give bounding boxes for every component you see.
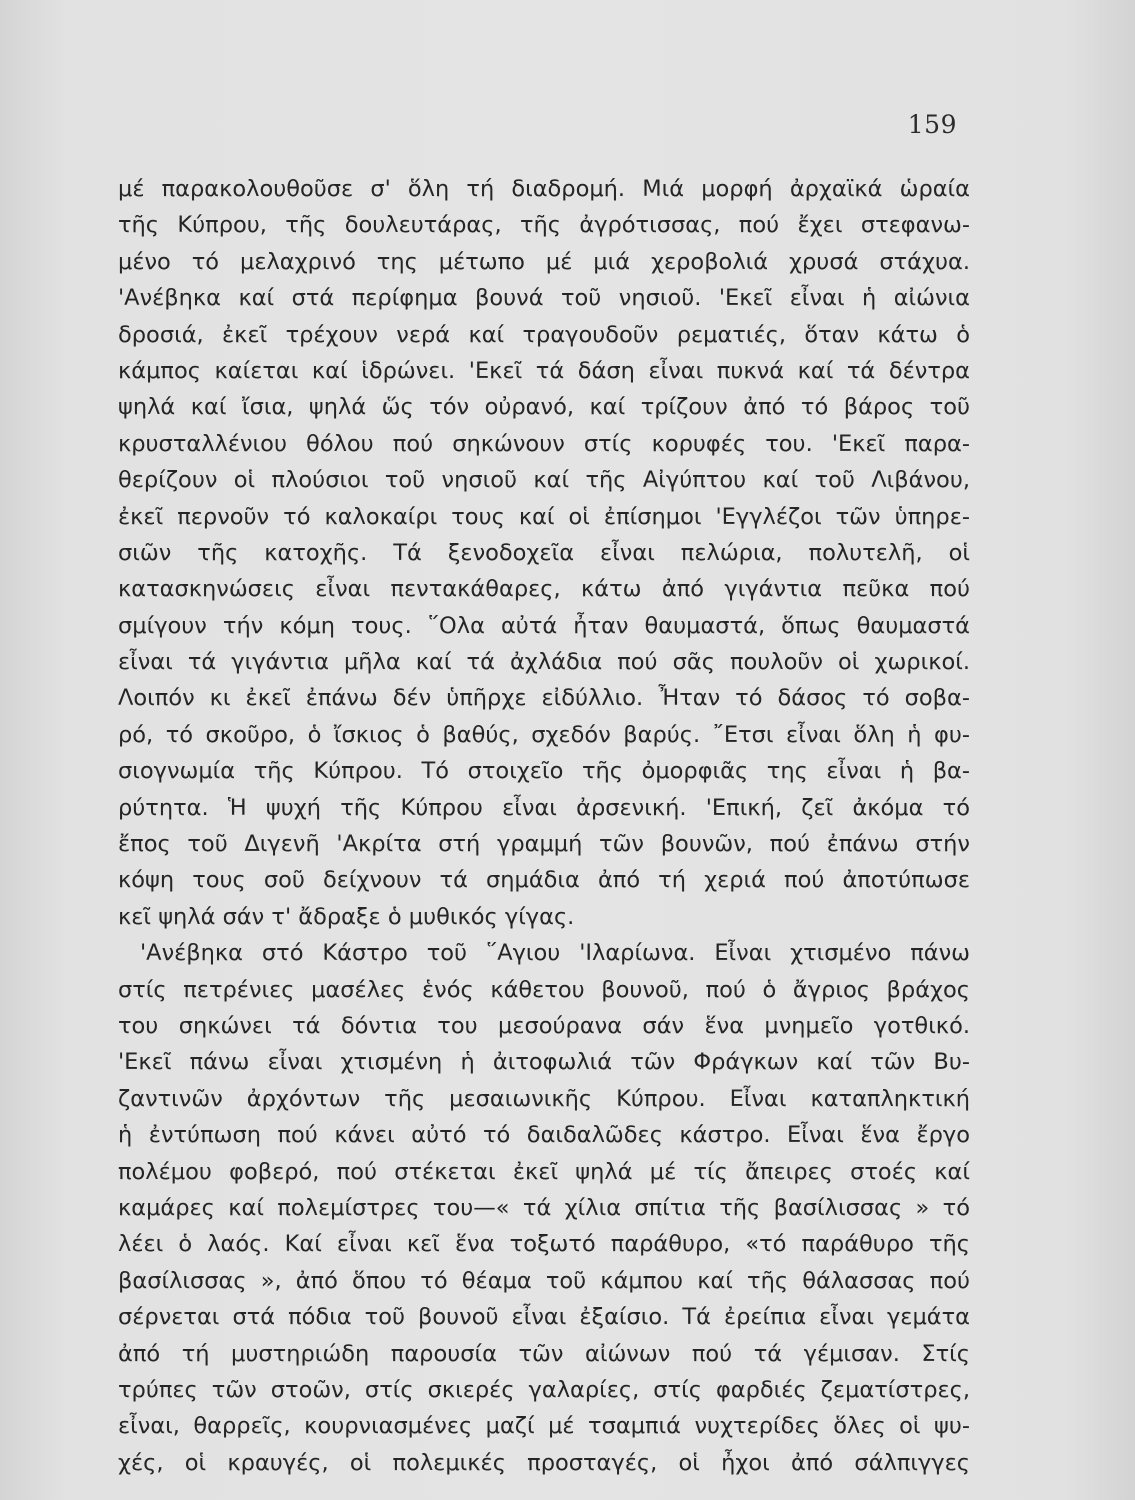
text-line: τρύπες τῶν στοῶν, στίς σκιερές γαλαρίες, στίς φαρδιές ζεματίστρες, — [118, 1376, 970, 1403]
text-line: μένο τό μελαχρινό της μέτωπο μέ μιά χεροβολιά χρυσά στάχυα. — [118, 248, 970, 275]
text-line: του σηκώνει τά δόντια του μεσούρανα σάν ἕνα μνημεῖο γοτθικό. — [118, 1012, 970, 1039]
body-text — [118, 171, 970, 1481]
text-line: κατασκηνώσεις εἶναι πεντακάθαρες, κάτω ἀπό γιγάντια πεῦκα πού — [118, 576, 970, 603]
text-line: ἐκεῖ περνοῦν τό καλοκαίρι τους καί οἱ ἐπίσημοι 'Εγγλέζοι τῶν ὑπηρε- — [118, 503, 970, 530]
text-line: 'Ανέβηκα καί στά περίφημα βουνά τοῦ νησιοῦ. 'Εκεῖ εἶναι ἡ αἰώνια — [118, 285, 970, 312]
text-line: τῆς Κύπρου, τῆς δουλευτάρας, τῆς ἀγρότισσας, πού ἔχει στεφανω- — [118, 212, 970, 239]
text-line: δροσιά, ἐκεῖ τρέχουν νερά καί τραγουδοῦν ρεματιές, ὅταν κάτω ὁ — [118, 321, 970, 348]
text-line: Λοιπόν κι ἐκεῖ ἐπάνω δέν ὑπῆρχε εἰδύλλιο. Ἦταν τό δάσος τό σοβα- — [118, 685, 970, 712]
page-number: 159 — [907, 110, 957, 139]
text-line: λέει ὁ λαός. Καί εἶναι κεῖ ἕνα τοξωτό παράθυρο, «τό παράθυρο τῆς — [118, 1231, 970, 1258]
text-line: σιογνωμία τῆς Κύπρου. Τό στοιχεῖο τῆς ὀμορφιᾶς της εἶναι ἡ βα- — [118, 758, 970, 785]
paragraph-2 — [118, 935, 970, 1481]
text-line: εἶναι τά γιγάντια μῆλα καί τά ἀχλάδια πού σᾶς πουλοῦν οἱ χωρικοί. — [118, 649, 970, 676]
text-line: σιῶν τῆς κατοχῆς. Τά ξενοδοχεῖα εἶναι πελώρια, πολυτελῆ, οἱ — [118, 539, 970, 566]
text-line: κόψη τους σοῦ δείχνουν τά σημάδια ἀπό τή χεριά πού ἀποτύπωσε — [118, 867, 970, 894]
text-line: ζαντινῶν ἀρχόντων τῆς μεσαιωνικῆς Κύπρου. Εἶναι καταπληκτική — [118, 1085, 970, 1112]
text-line: καμάρες καί πολεμίστρες του—« τά χίλια σπίτια τῆς βασίλισσας » τό — [118, 1194, 970, 1221]
text-line: θερίζουν οἱ πλούσιοι τοῦ νησιοῦ καί τῆς Αἰγύπτου καί τοῦ Λιβάνου, — [118, 467, 970, 494]
text-line: κάμπος καίεται καί ἱδρώνει. 'Εκεῖ τά δάση εἶναι πυκνά καί τά δέντρα — [118, 357, 970, 384]
text-line: ἀπό τή μυστηριώδη παρουσία τῶν αἰώνων πού τά γέμισαν. Στίς — [118, 1340, 970, 1367]
text-line: μέ παρακολουθοῦσε σ' ὅλη τή διαδρομή. Μιά μορφή ἀρχαϊκά ὡραία — [118, 176, 970, 202]
text-line: ἡ ἐντύπωση πού κάνει αὐτό τό δαιδαλῶδες κάστρο. Εἶναι ἕνα ἔργο — [118, 1122, 970, 1149]
text-line: ψηλά καί ἴσια, ψηλά ὥς τόν οὐρανό, καί τρίζουν ἀπό τό βάρος τοῦ — [118, 394, 970, 421]
text-line: βασίλισσας », ἀπό ὅπου τό θέαμα τοῦ κάμπου καί τῆς θάλασσας πού — [118, 1267, 970, 1294]
text-line: ρό, τό σκοῦρο, ὁ ἴσκιος ὁ βαθύς, σχεδόν βαρύς. ῎Ετσι εἶναι ὅλη ἡ φυ- — [118, 721, 970, 748]
text-line: κεῖ ψηλά σάν τ' ἄδραξε ὁ μυθικός γίγας. — [118, 903, 575, 930]
text-line: 'Ανέβηκα στό Κάστρο τοῦ ῞Αγιου 'Ιλαρίωνα. Εἶναι χτισμένο πάνω — [140, 940, 970, 967]
paragraph-1 — [118, 171, 970, 935]
text-line: χές, οἱ κραυγές, οἱ πολεμικές προσταγές, οἱ ἦχοι ἀπό σάλπιγγες — [118, 1449, 970, 1476]
text-line: 'Εκεῖ πάνω εἶναι χτισμένη ἡ ἀιτοφωλιά τῶν Φράγκων καί τῶν Βυ- — [118, 1049, 970, 1076]
text-line: σμίγουν τήν κόμη τους. ῞Ολα αὐτά ἦταν θαυμαστά, ὅπως θαυμαστά — [118, 612, 970, 639]
text-line: ἔπος τοῦ Διγενῆ 'Ακρίτα στή γραμμή τῶν βουνῶν, πού ἐπάνω στήν — [118, 831, 970, 858]
text-line: σέρνεται στά πόδια τοῦ βουνοῦ εἶναι ἐξαίσιο. Τά ἐρείπια εἶναι γεμάτα — [118, 1304, 970, 1331]
text-line: ρύτητα. Ἡ ψυχή τῆς Κύπρου εἶναι ἀρσενική. 'Επική, ζεῖ ἀκόμα τό — [118, 794, 970, 821]
text-line: εἶναι, θαρρεῖς, κουρνιασμένες μαζί μέ τσαμπιά νυχτερίδες ὅλες οἱ ψυ- — [118, 1413, 970, 1440]
text-line: στίς πετρένιες μασέλες ἑνός κάθετου βουνοῦ, πού ὁ ἄγριος βράχος — [118, 976, 970, 1003]
text-line: πολέμου φοβερό, πού στέκεται ἐκεῖ ψηλά μέ τίς ἄπειρες στοές καί — [118, 1158, 970, 1185]
text-line: κρυσταλλένιου θόλου πού σηκώνουν στίς κορυφές του. 'Εκεῖ παρα- — [118, 430, 970, 457]
